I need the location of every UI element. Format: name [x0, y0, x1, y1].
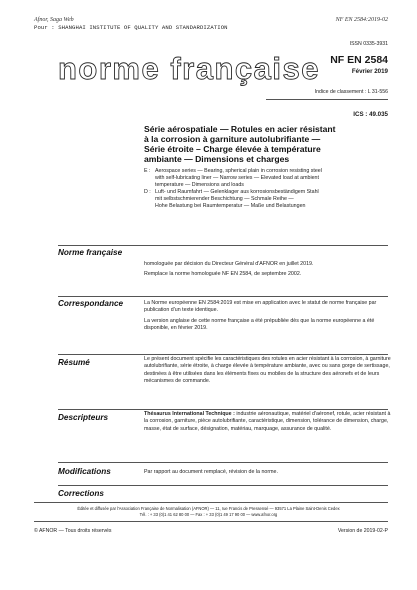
title-line: à la corrosion à garniture autolubrifiante —: [144, 134, 321, 144]
title-line: Série étroite – Charge élevée à température: [144, 144, 321, 154]
translation-de: [144, 189, 394, 210]
title-line: ambiante — Dimensions et charges: [144, 154, 290, 164]
issn: ISSN 0335-3931: [349, 41, 388, 47]
translation-en: [144, 168, 394, 189]
paragraph: Le présent document spécifie les caractéristiques des rotules en acier résistant à la corrosion, à garniture autolubrifiante, série étroite, à charge élevée à température ambiante, avec ou sans gorge de sertissage, destinées à être utilisées dans les éléments fixes ou mobiles de la structure des aéronefs et de leurs mécanismes de commande.: [144, 356, 391, 384]
standard-date: Février 2019: [351, 68, 388, 75]
translation-line: Hohe Belastung bei Raumtemperatur — Maße und Belastungen: [155, 203, 306, 209]
section-body-correspondance: [144, 300, 394, 335]
section-heading-corrections: Corrections: [58, 489, 104, 498]
section-divider: [58, 485, 388, 486]
brand-logo-text: norme française: [58, 51, 320, 86]
lang-code: E :: [144, 168, 151, 174]
translation-line: temperature — Dimensions and loads: [155, 182, 244, 188]
section-divider: [58, 462, 388, 463]
section-heading-correspondance: Correspondance: [58, 299, 124, 308]
translation-line: mit selbstschmierender Beschichtung — Schmale Reihe —: [155, 196, 294, 202]
classement-index: Indice de classement : L 31-556: [314, 89, 388, 95]
paragraph: [144, 411, 394, 433]
section-divider: [58, 245, 388, 246]
lang-code: D :: [144, 189, 151, 195]
section-divider: [58, 409, 388, 410]
descriptor-keywords: industrie aéronautique, matériel d'aéronef, rotule, acier résistant à la corrosion, garniture, pièce autolubrifiante, caractéristique, dimension, tolérance de dimension, charge, masse, état de surface, désignation, matériau, marquage, assurance de qualité.: [144, 411, 391, 432]
paragraph: Remplace la norme homologuée NF EN 2584, de septembre 2002.: [144, 271, 302, 278]
footer-divider: [34, 521, 388, 522]
title-translations: [144, 168, 394, 210]
translation-line: Aerospace series — Bearing, spherical plain in corrosion resisting steel: [155, 168, 322, 174]
pour-label: Pour :: [34, 24, 55, 31]
footer-divider: [34, 502, 388, 503]
title-line: Série aérospatiale — Rotules en acier résistant: [144, 124, 336, 134]
address-line: Éditée et diffusée par l'Association Française de Normalisation (AFNOR) — 11, rue Francis de Pressensé — 93571 La Plaine Saint-Denis Cedex: [77, 506, 340, 511]
section-heading-norme: Norme française: [58, 248, 123, 257]
section-divider: [58, 296, 388, 297]
divider: [266, 99, 388, 100]
version: Version de 2019-02-P: [337, 528, 388, 534]
copyright: © AFNOR — Tous droits réservés: [34, 528, 112, 534]
translation-line: with self-lubricating liner — Narrow series — Elevated load at ambient: [155, 175, 319, 181]
section-body-norme: [144, 261, 394, 282]
section-body-descripteurs: [144, 411, 394, 436]
paragraph: La version anglaise de cette norme française a été prépubliée dès que la norme européenne a été disponible, en février 2019.: [144, 317, 375, 331]
ics-code: ICS : 49.035: [353, 111, 388, 118]
translation-line: Luft- und Raumfahrt — Gelenklager aus korrosionsbeständigem Stahl: [155, 189, 319, 195]
document-title: [144, 124, 394, 164]
publisher-address: [0, 506, 417, 518]
header-for-line: Afnor, Saga Web: [34, 17, 74, 23]
section-heading-descripteurs: Descripteurs: [58, 413, 109, 422]
paragraph: Par rapport au document remplacé, révision de la norme.: [144, 469, 278, 475]
section-divider: [58, 354, 388, 355]
paragraph: La Norme européenne EN 2584:2019 est mise en application avec le statut de norme française par publication d'un texte identique.: [144, 300, 377, 314]
section-body-modifications: [144, 469, 394, 479]
section-heading-modifications: Modifications: [58, 467, 111, 476]
section-heading-resume: Résumé: [58, 358, 90, 367]
section-body-resume: [144, 356, 394, 388]
header-org-line: [34, 24, 228, 31]
header-doc-code: NF EN 2584:2019-02: [335, 17, 388, 23]
address-line: Tél. : + 33 (0)1 41 62 80 00 — Fax : + 33 (0)1 49 17 90 00 — www.afnor.org: [139, 512, 278, 517]
thesaurus-label: Thésaurus International Technique :: [144, 411, 235, 417]
paragraph: homologuée par décision du Directeur Général d'AFNOR en juillet 2019.: [144, 261, 314, 267]
standard-number: NF EN 2584: [330, 54, 388, 66]
org-name: SHANGHAI INSTITUTE OF QUALITY AND STANDARDIZATION: [58, 24, 228, 31]
